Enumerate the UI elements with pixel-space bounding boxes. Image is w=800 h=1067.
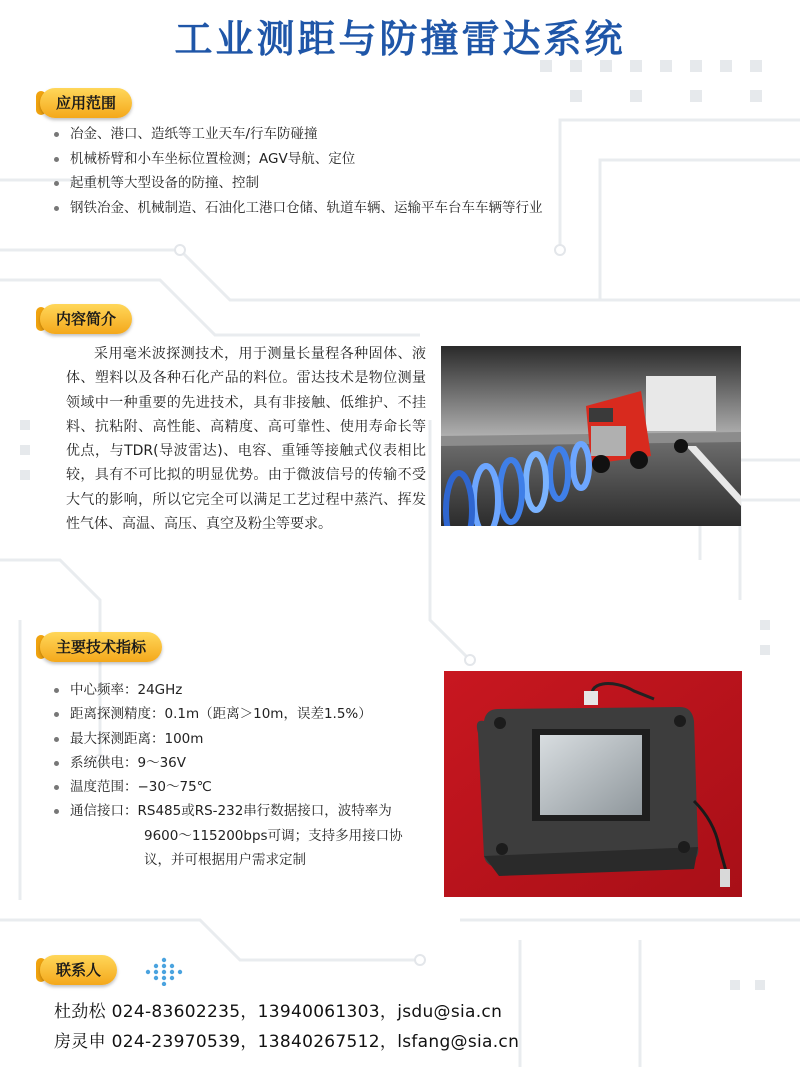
truck-radar-image [441, 346, 741, 526]
contact-line: 房灵申 024-23970539，13840267512，lsfang@sia.cn [54, 1032, 520, 1052]
contact-line: 杜劲松 024-83602235，13940061303，jsdu@sia.cn [54, 1002, 503, 1022]
list-item-continuation: 议，并可根据用户需求定制 [144, 852, 306, 869]
section-label-contact: 联系人 [40, 955, 117, 985]
list-item: 距离探测精度：0.1m（距离＞10m，误差1.5%） [54, 702, 403, 726]
list-item: 最大探测距离：100m [54, 727, 403, 751]
radar-device-image [444, 671, 742, 897]
section-label-intro: 内容简介 [40, 304, 132, 334]
list-item: 系统供电：9～36V [54, 751, 403, 775]
list-item: 通信接口：RS485或RS-232串行数据接口，波特率为 [54, 799, 403, 823]
section-label-application: 应用范围 [40, 88, 132, 118]
dots-decoration-icon [144, 956, 184, 986]
list-item: 中心频率：24GHz [54, 678, 403, 702]
list-item: 起重机等大型设备的防撞、控制 [54, 171, 543, 196]
list-item: 钢铁冶金、机械制造、石油化工港口仓储、轨道车辆、运输平车台车车辆等行业 [54, 196, 543, 221]
list-item-continuation: 9600～115200bps可调；支持多用接口协 [144, 827, 403, 844]
list-item: 冶金、港口、造纸等工业天车/行车防碰撞 [54, 122, 543, 147]
application-list [54, 122, 543, 220]
list-item: 机械桥臂和小车坐标位置检测；AGV导航、定位 [54, 147, 543, 172]
page-title: 工业测距与防撞雷达系统 [174, 17, 626, 61]
spec-list [54, 678, 403, 872]
list-item: 温度范围：−30～75℃ [54, 775, 403, 799]
section-label-specs: 主要技术指标 [40, 632, 162, 662]
intro-paragraph: 采用毫米波探测技术，用于测量长量程各种固体、液体、塑料以及各种石化产品的料位。雷达技术是物位测量领域中一种重要的先进技术，具有非接触、低维护、不挂料、抗粘附、高性能、高精度、高可靠性、使用寿命长等优点，与TDR(导波雷达)、电容、重锤等接触式仪表相比较，具有不可比拟的明显优势。由于微波信号的传输不受大气的影响，所以它完全可以满足工艺过程中蒸汽、挥发性气体、高温、高压、真空及粉尘等要求。 [66, 346, 426, 533]
